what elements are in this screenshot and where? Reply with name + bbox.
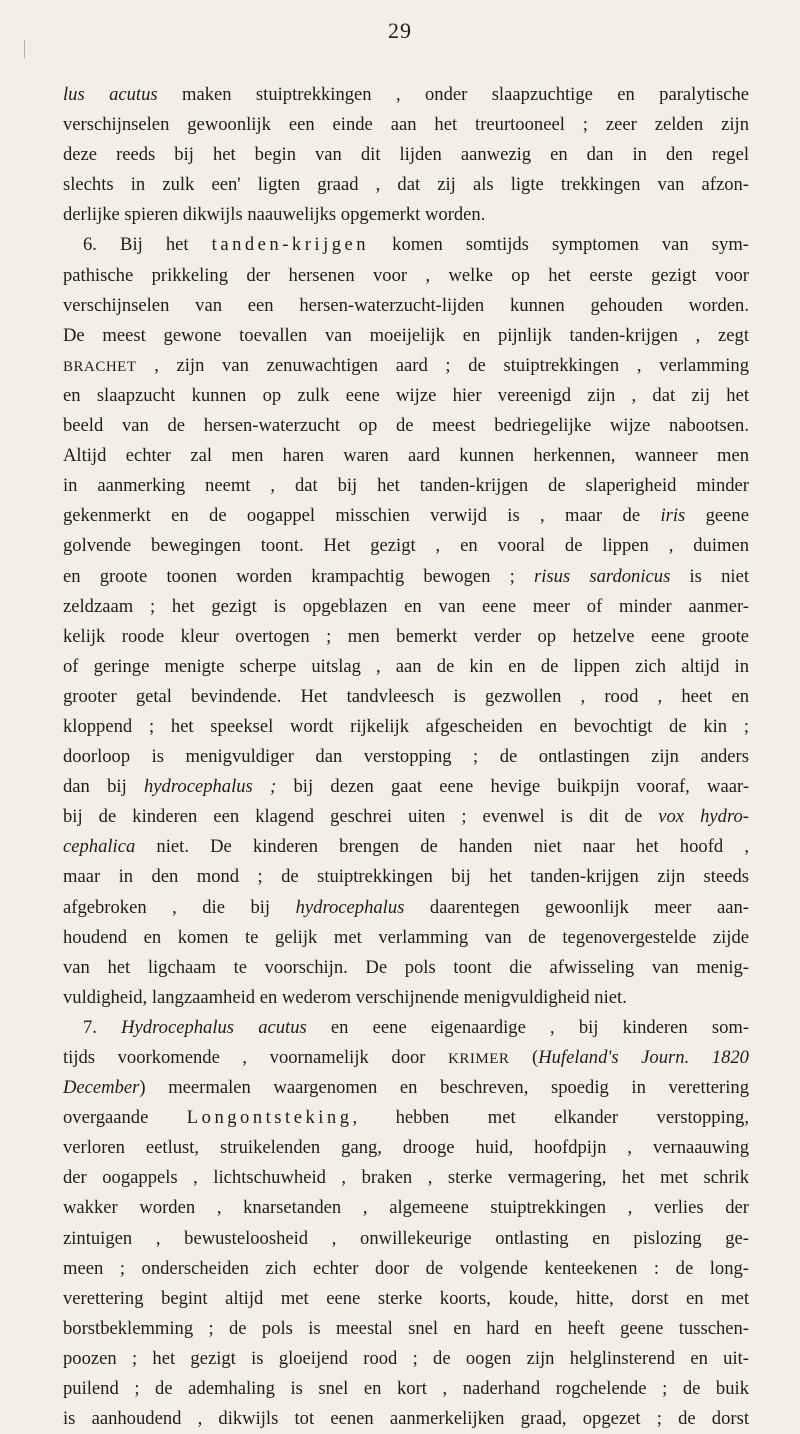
text-run: ) meermalen waargenomen en beschreven, spoedig in verettering [139,1077,749,1099]
text-run: overgaande [63,1107,187,1129]
text-line [63,772,749,802]
italic-term: hydrocephalus [295,896,405,918]
text-run: of geringe menigte scherpe uitslag , aan de kin en de lippen zich altijd in [63,655,749,677]
text-line [63,893,749,923]
author-name: BRACHET [63,358,137,375]
text-run: daarentegen gewoonlijk meer aan- [404,896,749,918]
text-run: tijds voorkomende , voornamelijk door [63,1047,449,1068]
text-run: en groote toonen worden krampachtig bewogen ; [63,565,535,587]
text-run: puilend ; de ademhaling is snel en kort , naderhand rogchelende ; de buik [63,1378,749,1400]
text-line [63,1073,749,1103]
text-run: wakker worden , knarsetanden , algemeene stuiptrekkingen , verlies der [63,1197,749,1219]
text-line [63,1284,749,1314]
text-line [63,411,749,441]
text-line [63,381,749,411]
text-run: ( [509,1047,539,1068]
text-run: borstbeklemming ; de pols is meestal snel en hard en heeft geene tusschen- [63,1317,749,1339]
text-run: is niet [670,565,749,587]
text-run: zintuigen , bewusteloosheid , onwillekeurige ontlasting en pislozing ge- [63,1227,749,1249]
text-run: dan bij [63,776,144,798]
text-line [63,1103,749,1133]
text-run: en eene eigenaardige , bij kinderen som- [306,1016,750,1038]
text-line [63,531,749,561]
text-line [63,1133,749,1163]
text-line [63,1224,749,1254]
text-run: verschijnselen gewoonlijk een einde aan het treurtooneel ; zeer zelden zijn [63,114,749,136]
text-run: en slaapzucht kunnen op zulk eene wijze hier vereenigd zijn , dat zij het [63,384,749,406]
italic-term: cephalica [63,836,136,858]
text-line [63,622,749,652]
text-run: bij de kinderen een klagend geschrei uiten ; evenwel is dit de [63,806,659,828]
text-run: slechts in zulk een' ligten graad , dat zij als ligte trekkingen van afzon- [63,174,749,196]
text-line [63,1193,749,1223]
text-line [63,862,749,892]
text-run: grooter getal bevindende. Het tandvleesch is gezwollen , rood , heet en [63,685,749,707]
text-run: 6. Bij het [83,234,212,256]
text-line [63,80,749,110]
text-line [63,140,749,170]
italic-term: Hufeland's Journ. 1820 [538,1047,749,1068]
text-run: verettering begint altijd met eene sterke koorts, koude, hitte, dorst en met [63,1287,749,1309]
text-run: bij dezen gaat eene hevige buikpijn vooraf, waar- [276,776,750,798]
text-run: niet. De kinderen brengen de handen niet naar het hoofd , [135,836,749,858]
text-run: 7. [83,1016,122,1038]
text-run: beeld van de hersen-waterzucht op de meest bedriegelijke wijze nabootsen. [63,415,749,437]
text-run: maken stuiptrekkingen , onder slaapzuchtige en paralytische [157,84,749,105]
text-line [63,1013,749,1043]
text-run: poozen ; het gezigt is gloeijend rood ; de oogen zijn helglinsterend en uit- [63,1347,749,1369]
text-line [63,802,749,832]
text-run: houdend en komen te gelijk met verlamming van de tegenovergestelde zijde [63,926,749,948]
text-line [63,321,749,351]
text-run: gekenmerkt en de oogappel misschien verwijd is , maar de [63,505,661,527]
text-line [63,712,749,742]
text-run: vuldigheid, langzaamheid en wederom verschijnende menigvuldigheid niet. [63,986,627,1008]
text-run: kloppend ; het speeksel wordt rijkelijk afgescheiden en bevochtigt de kin ; [63,715,749,737]
text-line [63,441,749,471]
italic-term: acutus [109,84,158,105]
text-line [63,471,749,501]
text-line [63,351,749,381]
text-line [63,200,749,230]
text-run: , hebben met elkander verstopping, [352,1107,749,1129]
text-run: kelijk roode kleur overtogen ; men bemerkt verder op hetzelve eene groote [63,625,749,647]
text-line [63,1404,749,1434]
text-line [63,592,749,622]
text-line [63,652,749,682]
text-line [63,953,749,983]
text-run: golvende bewegingen toont. Het gezigt , en vooral de lippen , duimen [63,535,749,557]
spaced-term: Longontsteking [186,1107,353,1129]
italic-term: risus sardonicus [534,565,671,587]
text-run: Altijd echter zal men haren waren aard kunnen herkennen, wanneer men [63,445,749,467]
text-line [63,501,749,531]
italic-term: Hydrocephalus acutus [121,1016,307,1038]
text-line [63,170,749,200]
author-name: KRIMER [448,1051,510,1067]
text-run: is aanhoudend , dikwijls tot eenen aanmerkelijken graad, opgezet ; de dorst [63,1408,749,1430]
text-line [63,742,749,772]
text-run: van het ligchaam te voorschijn. De pols toont die afwisseling van menig- [63,956,749,978]
spaced-term: tanden-krijgen [211,234,370,256]
text-line [63,682,749,712]
text-run: komen somtijds symptomen van sym- [369,234,749,256]
text-line [63,1043,749,1073]
text-run: zeldzaam ; het gezigt is opgeblazen en van eene meer of minder aanmer- [63,595,749,617]
italic-term: lus [63,84,110,105]
body-text [63,80,749,1434]
text-line [63,291,749,321]
text-run: verschijnselen van een hersen-waterzucht-lijden kunnen gehouden worden. [63,294,749,316]
text-line [63,261,749,291]
text-run: deze reeds bij het begin van dit lijden aanwezig en dan in den regel [63,144,749,166]
text-line [63,983,749,1013]
italic-term: vox hydro- [658,806,749,828]
text-line [63,230,749,260]
text-run: pathische prikkeling der hersenen voor , welke op het eerste gezigt voor [63,264,749,286]
text-run: De meest gewone toevallen van moeijelijk en pijnlijk tanden-krijgen , zegt [63,324,749,346]
text-run: verloren eetlust, struikelenden gang, drooge huid, hoofdpijn , vernaauwing [63,1137,749,1159]
text-run: afgebroken , die bij [63,896,296,918]
text-run: geene [685,505,749,527]
text-line [63,1254,749,1284]
text-run: doorloop is menigvuldiger dan verstopping ; de ontlastingen zijn anders [63,746,749,768]
text-line [63,562,749,592]
text-line [63,923,749,953]
text-run: derlijke spieren dikwijls naauwelijks opgemerkt worden. [63,204,486,226]
italic-term: hydrocephalus ; [144,776,277,798]
text-run: , zijn van zenuwachtigen aard ; de stuiptrekkingen , verlamming [136,354,749,376]
text-line [63,1344,749,1374]
italic-term: iris [660,505,686,527]
text-line [63,1374,749,1404]
text-line [63,110,749,140]
text-line [63,832,749,862]
text-run: in aanmerking neemt , dat bij het tanden-krijgen de slaperigheid minder [63,475,749,497]
italic-term: December [63,1077,140,1099]
text-run: der oogappels , lichtschuwheid , braken , sterke vermagering, het met schrik [63,1167,749,1189]
text-run: maar in den mond ; de stuiptrekkingen bij het tanden-krijgen zijn steeds [63,866,749,888]
text-line [63,1163,749,1193]
text-run: meen ; onderscheiden zich echter door de volgende kenteekenen : de long- [63,1257,749,1279]
page-number: 29 [388,18,412,43]
